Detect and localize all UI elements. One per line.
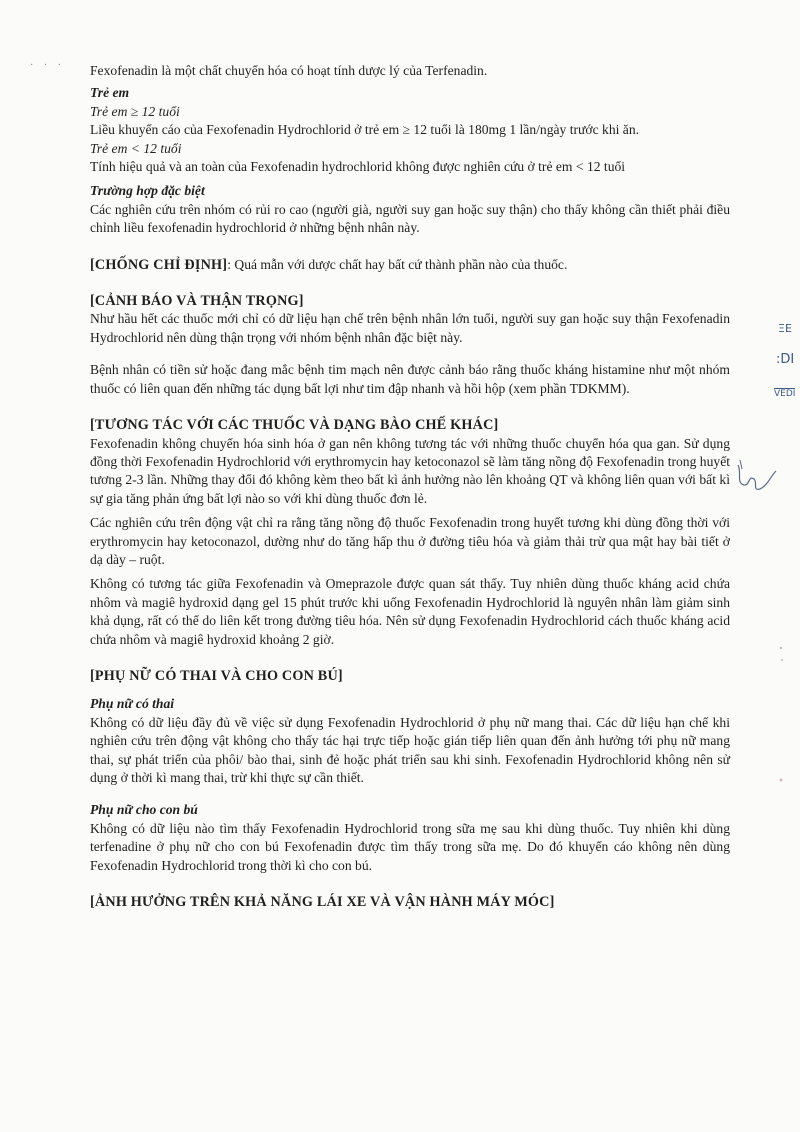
children-text-under12: Tính hiệu quả và an toàn của Fexofenadin hydrochlorid không được nghiên cứu ở trẻ em < 12 tuổi [90, 159, 626, 175]
children-text-over12: Liều khuyến cáo của Fexofenadin Hydrochlorid ở trẻ em ≥ 12 tuổi là 180mg 1 lần/ngày trước khi ăn. [90, 122, 640, 138]
children-sub-under12: Trẻ em < 12 tuổi [90, 140, 182, 156]
contraindication-line [90, 256, 730, 274]
children-heading: Trẻ em [90, 85, 130, 101]
contraindication-heading: [CHỐNG CHỈ ĐỊNH] [90, 256, 228, 273]
interactions-p3: Không có tương tác giữa Fexofenadin và Omeprazole được quan sát thấy. Tuy nhiên dùng thuốc kháng acid chứa nhôm và magiê hydroxid dạng gel 15 phút trước khi uống Fexofenadin Hydrochlorid là nguyên nhân làm giảm sinh khả dụng, rất có thể do liên kết trong đường tiêu hóa. Nên sử dụng Fexofenadin Hydrochlorid cách thuốc kháng acid chứa nhôm và magiê hydroxid khoảng 2 giờ. [90, 576, 730, 647]
edge-mark-2: :DI [776, 352, 795, 367]
special-heading: Trường hợp đặc biệt [90, 183, 205, 199]
driving-heading: [ẢNH HƯỞNG TRÊN KHẢ NĂNG LÁI XE VÀ VẬN HÀNH MÁY MÓC] [90, 894, 555, 911]
special-text: Các nghiên cứu trên nhóm có rủi ro cao (người già, người suy gan hoặc suy thận) cho thấy không cần thiết phải điều chỉnh liều fexofenadin hydrochlorid ở những bệnh nhân này. [90, 201, 730, 236]
breastfeeding-sub: Phụ nữ cho con bú [90, 802, 198, 818]
pregnancy-sub: Phụ nữ có thai [90, 696, 175, 712]
warnings-p2: Bệnh nhân có tiền sử hoặc đang mắc bệnh tim mạch nên được cảnh báo rằng thuốc kháng histamine như một nhóm thuốc có liên quan đến những tác dụng bất lợi như tim đập nhanh và hồi hộp (xem phần TDKMM). [90, 362, 730, 396]
intro-text: Fexofenadin là một chất chuyển hóa có hoạt tính dược lý của Terfenadin. [90, 63, 488, 78]
warnings-p1: Như hầu hết các thuốc mới chỉ có dữ liệu hạn chế trên bệnh nhân lớn tuổi, người suy gan hoặc suy thận Fexofenadin Hydrochlorid nên dùng thận trọng với nhóm bệnh nhân đặc biệt này. [90, 311, 730, 345]
contraindication-text: : Quá mẫn với dược chất hay bất cứ thành phần nào của thuốc. [227, 256, 568, 272]
edge-mark-1: ΞE [778, 322, 792, 335]
scan-dots: · · · [30, 60, 65, 71]
pregnancy-text: Không có dữ liệu đầy đủ về việc sử dụng Fexofenadin Hydrochlorid ở phụ nữ mang thai. Các dữ liệu hạn chế khi nghiên cứu trên động vật không cho thấy tác hại trực tiếp hoặc gián tiếp liên quan đến ảnh hưởng tới phụ nữ mang thai, sự phát triển của phôi/ bào thai, sinh đẻ hoặc phát triển sau khi sinh. Fexofenadin Hydrochlorid không nên sử dụng ở thời kì mang thai, trừ khi thực sự cần thiết. [90, 714, 730, 785]
edge-speckles [776, 640, 788, 790]
interactions-p1: Fexofenadin không chuyển hóa sinh hóa ở gan nên không tương tác với những thuốc chuyển hóa qua gan. Sử dụng đồng thời Fexofenadin Hydrochlorid với erythromycin hay ketoconazol sẽ làm tăng nồng độ Fexofenadin trong huyết tương 2-3 lần. Những thay đổi đó không kèm theo bất kì ảnh hưởng nào lên khoảng QT và không liên quan với bất kì sự gia tăng phản ứng bất lợi nào so với khi dùng thuốc đơn lẻ. [90, 435, 730, 506]
handwritten-signature-icon [730, 455, 780, 500]
document-body [90, 62, 730, 911]
breastfeeding-text: Không có dữ liệu nào tìm thấy Fexofenadin Hydrochlorid trong sữa mẹ sau khi dùng thuốc. Tuy nhiên khi dùng terfenadine ở phụ nữ cho con bú Fexofenadin được tìm thấy trong sữa mẹ. Do đó khuyến cáo không nên dùng Fexofenadin Hydrochlorid trong thời kì cho con bú. [90, 820, 730, 873]
children-sub-over12: Trẻ em ≥ 12 tuổi [90, 103, 180, 119]
edge-mark-3: VEDI [774, 389, 796, 399]
warnings-heading: [CẢNH BÁO VÀ THẬN TRỌNG] [90, 293, 304, 310]
interactions-p2: Các nghiên cứu trên động vật chỉ ra rằng tăng nồng độ thuốc Fexofenadin trong huyết tương khi dùng đồng thời với erythromycin hay ketoconazol, dường như do tăng hấp thu ở đường tiêu hóa và giảm thải trừ qua mật hay bài tiết ở dạ dày – ruột. [90, 515, 730, 567]
pregnancy-heading: [PHỤ NỮ CÓ THAI VÀ CHO CON BÚ] [90, 667, 343, 684]
interactions-heading: [TƯƠNG TÁC VỚI CÁC THUỐC VÀ DẠNG BÀO CHẾ KHÁC] [90, 417, 499, 434]
